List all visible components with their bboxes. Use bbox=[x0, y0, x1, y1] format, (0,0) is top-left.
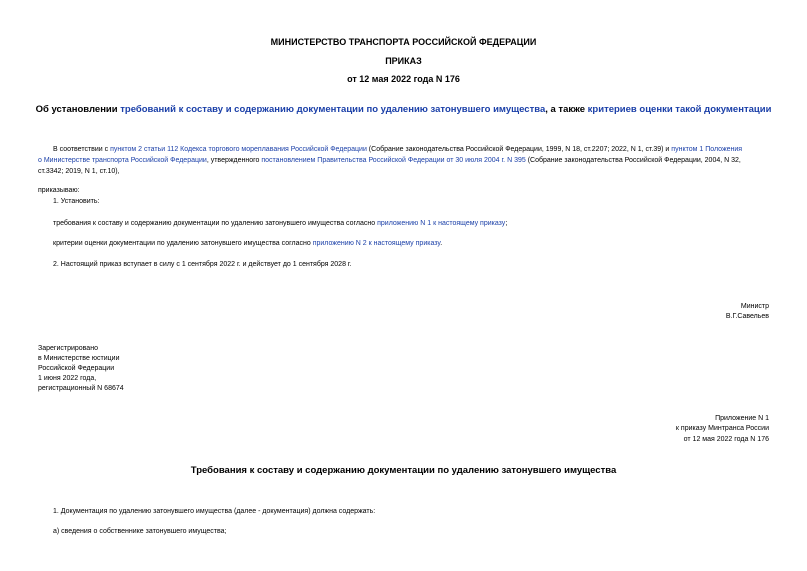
preamble-line-3: ст.3342; 2019, N 1, ст.10), bbox=[38, 168, 120, 175]
appendix-to-order: к приказу Минтранса России bbox=[675, 425, 769, 432]
appendix-date: от 12 мая 2022 года N 176 bbox=[683, 436, 769, 443]
link-appendix-1[interactable]: приложению N 1 к настоящему приказу bbox=[377, 220, 506, 227]
link-postanovlenie[interactable]: постановлением Правительства Российской Федерации от 30 июля 2004 г. N 395 bbox=[261, 157, 526, 164]
registration-line-1: Зарегистрировано bbox=[38, 345, 98, 352]
link-ministry-polozhenie[interactable]: о Министерстве транспорта Российской Федерации bbox=[38, 157, 207, 164]
order-item-2: 2. Настоящий приказ вступает в силу с 1 сентября 2022 г. и действует до 1 сентября 2028 г. bbox=[53, 261, 352, 268]
doc-title bbox=[0, 104, 807, 116]
registration-line-3: Российской Федерации bbox=[38, 365, 115, 372]
order-item-1: 1. Установить: bbox=[53, 198, 100, 205]
signature-name: В.Г.Савельев bbox=[725, 313, 769, 320]
requirements-end: ; bbox=[505, 220, 508, 227]
preamble-text: (Собрание законодательства Российской Федерации, 2004, N 32, bbox=[525, 157, 741, 164]
preamble-text: (Собрание законодательства Российской Федерации, 1999, N 18, ст.2207; 2022, N 1, ст.39) и bbox=[366, 146, 672, 153]
title-link-criteria[interactable]: критериев оценки такой документации bbox=[587, 104, 772, 115]
prikazyvayu: приказываю: bbox=[38, 187, 80, 194]
preamble-text: В соответствии с bbox=[53, 146, 111, 153]
criteria-line bbox=[53, 239, 442, 249]
appendix-label: Приложение N 1 bbox=[715, 415, 769, 422]
preamble-line-2 bbox=[38, 156, 741, 166]
preamble-line-1 bbox=[53, 145, 742, 155]
registration-line-5: регистрационный N 68674 bbox=[38, 385, 124, 392]
title-link-requirements[interactable]: требований к составу и содержанию документации по удалению затонувшего имущества bbox=[120, 104, 546, 115]
appendix-paragraph-2: а) сведения о собственнике затонувшего имущества; bbox=[53, 528, 227, 535]
criteria-end: . bbox=[440, 240, 443, 247]
registration-line-4: 1 июня 2022 года, bbox=[38, 375, 97, 382]
appendix-paragraph-1: 1. Документация по удалению затонувшего имущества (далее - документация) должна содержать: bbox=[53, 508, 376, 515]
signature-position: Министр bbox=[740, 303, 769, 310]
link-polozhenie[interactable]: пунктом 1 Положения bbox=[671, 146, 743, 153]
link-kodeks[interactable]: пунктом 2 статьи 112 Кодекса торгового мореплавания Российской Федерации bbox=[110, 146, 367, 153]
title-text-2: , а также bbox=[545, 104, 588, 115]
registration-line-2: в Министерстве юстиции bbox=[38, 355, 120, 362]
doc-date-number: от 12 мая 2022 года N 176 bbox=[347, 74, 460, 84]
preamble-text: , утвержденного bbox=[206, 157, 262, 164]
criteria-text: критерии оценки документации по удалению затонувшего имущества согласно bbox=[53, 240, 313, 247]
requirements-line bbox=[53, 219, 507, 229]
link-appendix-2[interactable]: приложению N 2 к настоящему приказу bbox=[312, 240, 441, 247]
appendix-title: Требования к составу и содержанию документации по удалению затонувшего имущества bbox=[190, 465, 617, 476]
requirements-text: требования к составу и содержанию документации по удалению затонувшего имущества согласно bbox=[53, 220, 378, 227]
title-text-1: Об установлении bbox=[35, 104, 121, 115]
doc-type-heading: ПРИКАЗ bbox=[385, 56, 422, 66]
ministry-heading: МИНИСТЕРСТВО ТРАНСПОРТА РОССИЙСКОЙ ФЕДЕРАЦИИ bbox=[270, 37, 537, 47]
